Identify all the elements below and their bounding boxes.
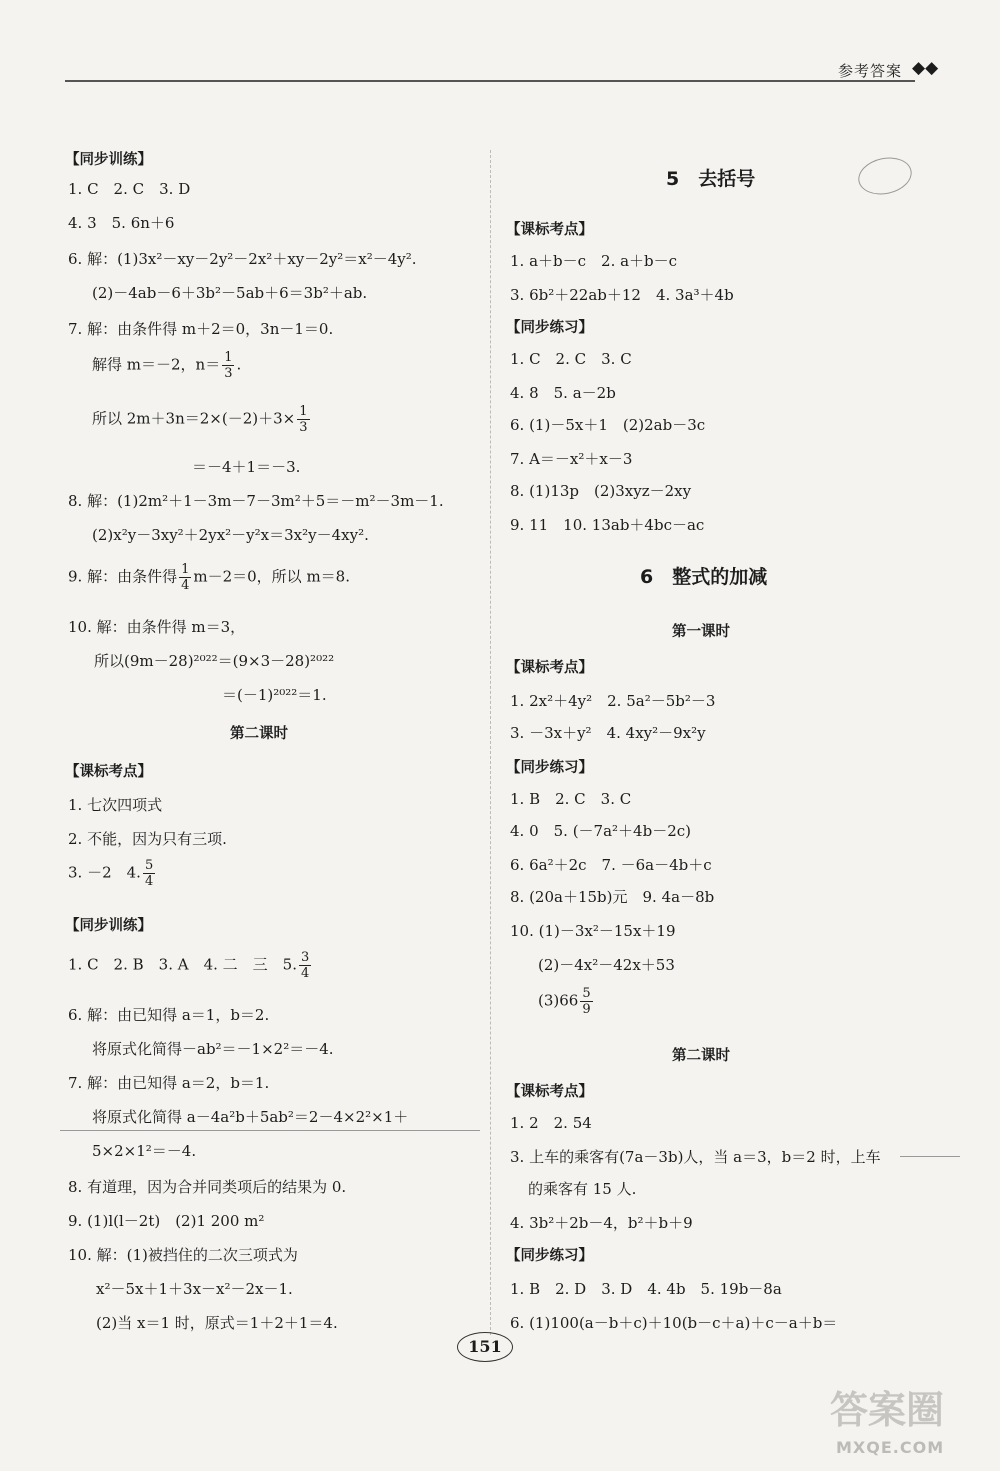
answer-line: ＝－4＋1＝－3. xyxy=(192,458,301,476)
answer-line: 6. (1)－5x＋1 (2)2ab－3c xyxy=(510,416,706,434)
scan-line xyxy=(900,1156,960,1157)
answer-line: 2. 不能，因为只有三项. xyxy=(68,830,227,848)
stamp-icon xyxy=(855,153,915,199)
answer-line: 9. 11 10. 13ab＋4bc－ac xyxy=(510,516,705,534)
watermark-url: MXQE.COM xyxy=(836,1438,945,1457)
answer-line: (2)x²y－3xy²＋2yx²－y²x＝3x²y－4xy². xyxy=(92,526,369,544)
fraction xyxy=(179,562,191,593)
numerator: 1 xyxy=(224,350,233,365)
column-divider xyxy=(490,150,491,1335)
chapter-title: 5 去括号 xyxy=(666,168,756,190)
answer-text: 所以 2m＋3n＝2×(－2)＋3× xyxy=(92,409,296,428)
answer-line: 9. (1)l(l－2t) (2)1 200 m² xyxy=(68,1212,265,1230)
answer-line: 4. 3 5. 6n＋6 xyxy=(68,214,175,232)
answer-line: x²－5x＋1＋3x－x²－2x－1. xyxy=(96,1280,293,1298)
answer-line: 所以(9m－28)²⁰²²＝(9×3－28)²⁰²² xyxy=(94,652,335,670)
answer-line: 6. 解：由已知得 a＝1，b＝2. xyxy=(68,1006,270,1024)
answer-line: 7. 解：由条件得 m＋2＝0，3n－1＝0. xyxy=(68,320,334,338)
answer-line: (2)－4ab－6＋3b²－5ab＋6＝3b²＋ab. xyxy=(92,284,368,302)
section-heading: 【课标考点】 xyxy=(506,660,593,676)
answer-line: 4. 8 5. a－2b xyxy=(510,384,616,402)
lesson-heading: 第一课时 xyxy=(672,624,730,640)
answer-line: 3. 6b²＋22ab＋12 4. 3a³＋4b xyxy=(510,286,734,304)
answer-line: 1. C 2. C 3. C xyxy=(510,350,632,368)
section-heading: 【同步训练】 xyxy=(65,152,152,168)
header-title: 参考答案 xyxy=(838,62,903,80)
answer-line: 5×2×1²＝－4. xyxy=(92,1142,197,1160)
answer-line: 4. 0 5. (－7a²＋4b－2c) xyxy=(510,822,691,840)
scan-line xyxy=(60,1130,480,1131)
answer-line xyxy=(68,562,350,593)
denominator: 3 xyxy=(224,366,233,381)
page-number: 151 xyxy=(457,1332,513,1362)
answer-line: 6. 6a²＋2c 7. －6a－4b＋c xyxy=(510,856,712,874)
answer-line: 的乘客有 15 人. xyxy=(528,1180,637,1198)
denominator: 9 xyxy=(582,1002,591,1017)
answer-text: 解得 m＝－2，n＝ xyxy=(92,355,221,374)
answer-text: 1. C 2. B 3. A 4. 二 三 5. xyxy=(68,955,297,974)
header-arrow-icon: ◆◆ xyxy=(912,58,939,78)
answer-line: 6. (1)100(a－b＋c)＋10(b－c＋a)＋c－a＋b＝ xyxy=(510,1314,838,1332)
answer-line: 1. B 2. D 3. D 4. 4b 5. 19b－8a xyxy=(510,1280,782,1298)
answer-line xyxy=(92,350,241,381)
fraction xyxy=(580,986,592,1017)
answer-line: 3. 上车的乘客有(7a－3b)人，当 a＝3，b＝2 时，上车 xyxy=(510,1148,881,1166)
answer-line: 将原式化简得－ab²＝－1×2²＝－4. xyxy=(92,1040,334,1058)
answer-line: 1. 七次四项式 xyxy=(68,796,163,814)
section-heading: 【课标考点】 xyxy=(65,764,152,780)
answer-text: 3. －2 4. xyxy=(68,863,141,882)
answer-line xyxy=(538,986,595,1017)
answer-line: 10. 解：由条件得 m＝3， xyxy=(68,618,246,636)
section-heading: 【同步练习】 xyxy=(506,320,593,336)
fraction xyxy=(299,950,311,981)
answer-line: 7. A＝－x²＋x－3 xyxy=(510,450,633,468)
answer-line: 6. 解：(1)3x²－xy－2y²－2x²＋xy－2y²＝x²－4y². xyxy=(68,250,417,268)
numerator: 5 xyxy=(582,986,591,1001)
answer-line: 8. 有道理，因为合并同类项后的结果为 0. xyxy=(68,1178,347,1196)
numerator: 1 xyxy=(299,404,308,419)
fraction xyxy=(143,858,155,889)
section-heading: 【同步练习】 xyxy=(506,1248,593,1264)
header-rule xyxy=(65,80,915,82)
section-heading: 【课标考点】 xyxy=(506,222,593,238)
answer-text: m－2＝0，所以 m＝8. xyxy=(193,567,350,586)
answer-line: 4. 3b²＋2b－4，b²＋b＋9 xyxy=(510,1214,693,1232)
answer-line: 8. 解：(1)2m²＋1－3m－7－3m²＋5＝－m²－3m－1. xyxy=(68,492,444,510)
section-heading: 【同步训练】 xyxy=(65,918,152,934)
denominator: 4 xyxy=(300,966,310,981)
denominator: 4 xyxy=(181,578,190,593)
answer-line: 10. 解：(1)被挡住的二次三项式为 xyxy=(68,1246,298,1264)
numerator: 1 xyxy=(181,562,190,577)
answer-line: 3. －3x＋y² 4. 4xy²－9x²y xyxy=(510,724,706,742)
answer-line xyxy=(92,404,312,435)
answer-text: . xyxy=(236,355,242,374)
answer-line: ＝(－1)²⁰²²＝1. xyxy=(222,686,327,704)
answer-line: 将原式化简得 a－4a²b＋5ab²＝2－4×2²×1＋ xyxy=(92,1108,409,1126)
answer-line: 8. (20a＋15b)元 9. 4a－8b xyxy=(510,888,715,906)
answer-text: (3)66 xyxy=(538,991,579,1010)
fraction xyxy=(297,404,309,435)
answer-line: (2)当 x＝1 时，原式＝1＋2＋1＝4. xyxy=(96,1314,338,1332)
answer-line: 10. (1)－3x²－15x＋19 xyxy=(510,922,676,940)
answer-line: 1. 2x²＋4y² 2. 5a²－5b²－3 xyxy=(510,692,716,710)
fraction xyxy=(222,350,234,381)
numerator: 3 xyxy=(300,950,310,965)
answer-text: 9. 解：由条件得 xyxy=(68,567,178,586)
denominator: 3 xyxy=(299,420,308,435)
answer-line: 8. (1)13p (2)3xyz－2xy xyxy=(510,482,692,500)
chapter-title: 6 整式的加减 xyxy=(640,566,768,588)
lesson-heading: 第二课时 xyxy=(672,1048,730,1064)
answer-line: 1. B 2. C 3. C xyxy=(510,790,632,808)
answer-line: 1. 2 2. 54 xyxy=(510,1114,592,1132)
denominator: 4 xyxy=(144,874,154,889)
numerator: 5 xyxy=(144,858,154,873)
section-heading: 【课标考点】 xyxy=(506,1084,593,1100)
answer-line: (2)－4x²－42x＋53 xyxy=(538,956,675,974)
lesson-heading: 第二课时 xyxy=(230,726,288,742)
answer-line: 1. a＋b－c 2. a＋b－c xyxy=(510,252,678,270)
section-heading: 【同步练习】 xyxy=(506,760,593,776)
answer-line: 7. 解：由已知得 a＝2，b＝1. xyxy=(68,1074,270,1092)
watermark-logo: 答案圈 xyxy=(830,1388,945,1432)
answer-line xyxy=(68,858,157,889)
answer-line xyxy=(68,950,313,981)
answer-line: 1. C 2. C 3. D xyxy=(68,180,191,198)
